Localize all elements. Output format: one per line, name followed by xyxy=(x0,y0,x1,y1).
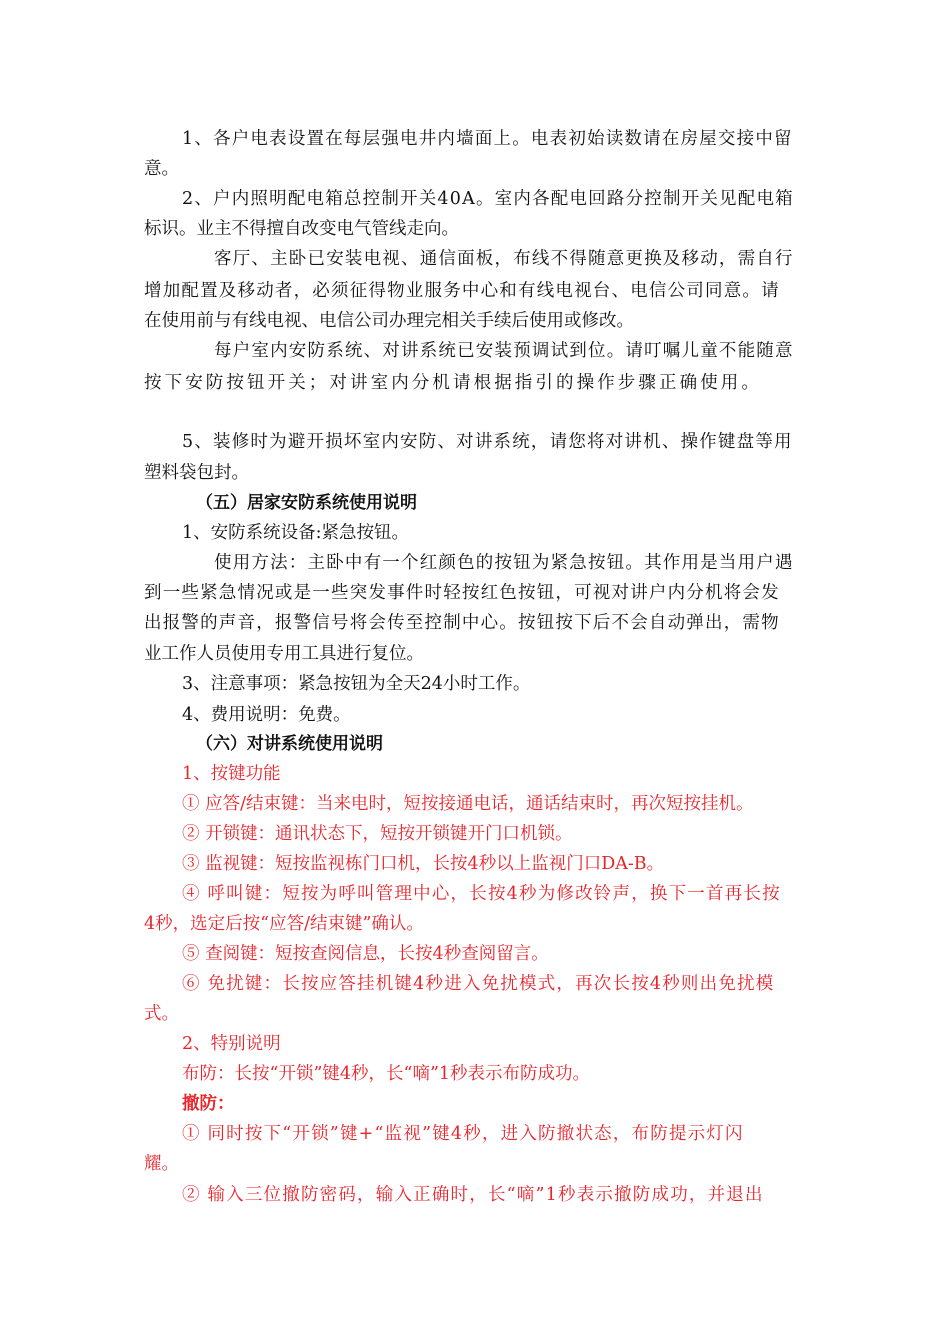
paragraph-line: 1、安防系统设备:紧急按钮。 xyxy=(182,523,410,543)
section-heading-6: （六）对讲系统使用说明 xyxy=(196,734,383,754)
paragraph-line: 3、注意事项：紧急按钮为全天24小时工作。 xyxy=(182,674,531,694)
red-line: 布防：长按“开锁”键4秒，长“嘀”1秒表示布防成功。 xyxy=(182,1064,591,1084)
red-line: 2、特别说明 xyxy=(182,1034,281,1054)
paragraph-line: 出报警的声音，报警信号将会传至控制中心。按钮按下后不会自动弹出，需物 xyxy=(144,613,780,633)
red-line: ④ 呼叫键：短按为呼叫管理中心，长按4秒为修改铃声，换下一首再长按 xyxy=(182,884,781,904)
red-line: ⑥ 免扰键：长按应答挂机键4秒进入免扰模式，再次长按4秒则出免扰模 xyxy=(182,974,775,994)
paragraph-line: 塑料袋包封。 xyxy=(144,463,249,483)
paragraph-line: 使用方法：主卧中有一个红颜色的按钮为紧急按钮。其作用是当用户遇 xyxy=(214,553,794,573)
red-line: ① 同时按下“开锁”键+“监视”键4秒，进入防撤状态，布防提示灯闪 xyxy=(182,1124,744,1144)
red-line: 撤防： xyxy=(182,1094,235,1114)
paragraph-line: 客厅、主卧已安装电视、通信面板，布线不得随意更换及移动，需自行 xyxy=(214,249,794,269)
paragraph-line: 标识。业主不得擅自改变电气管线走向。 xyxy=(144,219,459,239)
section-heading-5: （五）居家安防系统使用说明 xyxy=(196,493,417,513)
red-line: ① 应答/结束键：当来电时，短按接通电话，通话结束时，再次短按挂机。 xyxy=(182,794,754,814)
red-line: 耀。 xyxy=(144,1154,179,1174)
paragraph-line: 1、各户电表设置在每层强电井内墙面上。电表初始读数请在房屋交接中留 xyxy=(182,129,793,149)
red-line: 1、按键功能 xyxy=(182,764,281,784)
paragraph-line: 到一些紧急情况或是一些突发事件时轻按红色按钮，可视对讲户内分机将会发 xyxy=(144,583,780,603)
red-line: ⑤ 查阅键：短按查阅信息，长按4秒查阅留言。 xyxy=(182,944,549,964)
paragraph-line: 意。 xyxy=(144,159,179,179)
paragraph-line: 4、费用说明：免费。 xyxy=(182,705,351,725)
red-line: 式。 xyxy=(144,1004,179,1024)
paragraph-line: 每户室内安防系统、对讲系统已安装预调试到位。请叮嘱儿童不能随意 xyxy=(214,341,794,361)
paragraph-line: 2、户内照明配电箱总控制开关40A。室内各配电回路分控制开关见配电箱 xyxy=(182,189,794,209)
red-line: ② 开锁键：通讯状态下，短按开锁键开门口机锁。 xyxy=(182,824,573,844)
paragraph-line: 业工作人员使用专用工具进行复位。 xyxy=(144,644,424,664)
red-line: 4秒，选定后按“应答/结束键”确认。 xyxy=(144,914,424,934)
red-line: ③ 监视键：短按监视栋门口机，长按4秒以上监视门口DA-B。 xyxy=(182,854,665,874)
paragraph-line: 增加配置及移动者，必须征得物业服务中心和有线电视台、电信公司同意。请 xyxy=(144,281,780,301)
paragraph-line: 在使用前与有线电视、电信公司办理完相关手续后使用或修改。 xyxy=(144,311,634,331)
paragraph-line: 按下安防按钮开关；对讲室内分机请根据指引的操作步骤正确使用。 xyxy=(144,373,762,393)
paragraph-line: 5、装修时为避开损坏室内安防、对讲系统，请您将对讲机、操作键盘等用 xyxy=(182,432,793,452)
red-line: ② 输入三位撤防密码，输入正确时，长“嘀”1秒表示撤防成功，并退出 xyxy=(182,1185,764,1205)
